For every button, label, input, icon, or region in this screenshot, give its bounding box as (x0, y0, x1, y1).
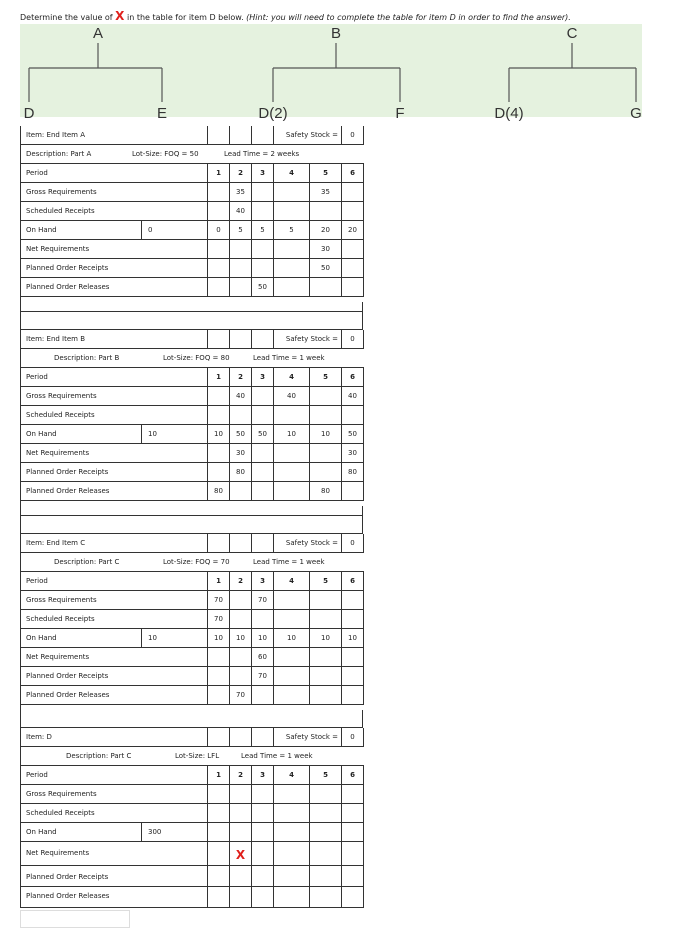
answer-x-mark: X (229, 842, 251, 865)
lot-size-label: Lot-Size: FOQ = 70 (163, 558, 230, 566)
table-cell (251, 686, 273, 704)
table-cell: 80 (309, 482, 341, 500)
table-cell (229, 278, 251, 296)
safety-stock-value: 0 (341, 330, 364, 348)
description-label: Description: Part B (54, 354, 120, 362)
table-cell (309, 387, 341, 405)
question-middle: in the table for item D below. (124, 13, 247, 22)
table-cell (273, 610, 309, 628)
table-cell: 10 (229, 629, 251, 647)
table-cell: 2 (229, 572, 251, 590)
table-row (21, 406, 364, 425)
table-cell (207, 534, 229, 552)
table-row (21, 887, 364, 908)
table-cell: 35 (229, 183, 251, 201)
table-cell (309, 648, 341, 666)
table-cell (341, 259, 364, 277)
table-cell (341, 823, 364, 841)
table-cell (273, 866, 309, 886)
table-cell (251, 202, 273, 220)
table-cell (251, 387, 273, 405)
table-row (21, 387, 364, 406)
row-label-gross: Gross Requirements (26, 392, 97, 400)
table-row (21, 164, 364, 183)
table-cell: 50 (251, 278, 273, 296)
table-cell (309, 610, 341, 628)
table-cell: 5 (309, 766, 341, 784)
row-label-onhand: On Hand (26, 430, 57, 438)
row-label-gross: Gross Requirements (26, 188, 97, 196)
table-row (21, 728, 364, 747)
table-row (21, 629, 364, 648)
table-cell (251, 482, 273, 500)
table-row (21, 126, 364, 145)
table-cell: 10 (273, 629, 309, 647)
table-cell: 40 (273, 387, 309, 405)
table-row (21, 804, 364, 823)
table-cell (207, 240, 229, 258)
safety-stock-cell (273, 330, 341, 348)
table-row (21, 591, 364, 610)
table-cell (207, 330, 229, 348)
table-cell: 6 (341, 164, 364, 182)
row-label-sched: Scheduled Receipts (26, 809, 95, 817)
table-cell (273, 785, 309, 803)
lot-size-label: Lot-Size: LFL (175, 752, 220, 760)
table-cell: 5 (309, 572, 341, 590)
row-label-period: Period (26, 771, 48, 779)
safety-stock-cell (273, 126, 341, 144)
table-cell: 10 (309, 629, 341, 647)
row-label-onhand: On Hand (26, 828, 57, 836)
table-cell: 80 (229, 463, 251, 481)
table-cell: 35 (309, 183, 341, 201)
table-cell (251, 866, 273, 886)
table-row (21, 648, 364, 667)
tree-node-e: E (156, 105, 168, 122)
row-label-net: Net Requirements (26, 653, 90, 661)
table-cell (273, 406, 309, 424)
tree-node-a: A (92, 25, 104, 42)
table-row (21, 221, 364, 240)
table-cell (229, 648, 251, 666)
product-structure-tree (0, 0, 689, 125)
table-cell: 50 (251, 425, 273, 443)
table-cell (251, 804, 273, 822)
table-cell (229, 240, 251, 258)
table-cell (229, 728, 251, 746)
table-cell (251, 444, 273, 462)
table-cell (341, 591, 364, 609)
table-cell (309, 406, 341, 424)
lead-time-label: Lead Time = 1 week (241, 752, 313, 760)
table-row (21, 866, 364, 887)
table-cell (309, 202, 341, 220)
table-cell: 4 (273, 164, 309, 182)
table-spacer (20, 506, 363, 534)
table-cell (229, 823, 251, 841)
mrp-table-item-b (20, 330, 364, 506)
row-label-porl: Planned Order Releases (26, 892, 110, 900)
safety-stock-value: 0 (341, 728, 364, 746)
table-cell (229, 887, 251, 907)
table-cell (251, 463, 273, 481)
table-cell: 30 (229, 444, 251, 462)
table-cell (207, 842, 229, 865)
table-row (21, 278, 364, 297)
table-cell (207, 866, 229, 886)
item-label: Item: End Item C (26, 539, 86, 547)
table-row (21, 183, 364, 202)
table-cell (341, 804, 364, 822)
tree-node-c: C (566, 25, 578, 42)
table-cell: 2 (229, 368, 251, 386)
table-cell (309, 823, 341, 841)
table-cell (229, 482, 251, 500)
table-cell (229, 330, 251, 348)
table-spacer (20, 710, 363, 728)
table-cell (229, 126, 251, 144)
table-cell: 2 (229, 164, 251, 182)
table-cell: 5 (251, 221, 273, 239)
table-cell (341, 610, 364, 628)
table-cell (341, 648, 364, 666)
question-x-mark: X (115, 9, 125, 23)
table-row (21, 785, 364, 804)
table-cell (207, 387, 229, 405)
table-cell: 1 (207, 368, 229, 386)
table-cell: 20 (309, 221, 341, 239)
table-row (21, 202, 364, 221)
table-row (21, 534, 364, 553)
table-cell: 4 (273, 368, 309, 386)
table-cell: 80 (341, 463, 364, 481)
table-cell: 3 (251, 572, 273, 590)
table-cell (207, 823, 229, 841)
table-cell (341, 785, 364, 803)
row-label-sched: Scheduled Receipts (26, 615, 95, 623)
safety-stock-value: 0 (341, 534, 364, 552)
table-cell (341, 406, 364, 424)
table-cell: 5 (309, 368, 341, 386)
table-cell: 10 (273, 425, 309, 443)
table-cell (341, 667, 364, 685)
table-cell (273, 667, 309, 685)
table-cell (207, 259, 229, 277)
table-cell: 30 (341, 444, 364, 462)
table-cell (251, 330, 273, 348)
table-cell (273, 482, 309, 500)
safety-stock-cell (273, 534, 341, 552)
table-cell (207, 278, 229, 296)
table-cell (207, 648, 229, 666)
table-cell: 10 (341, 629, 364, 647)
safety-stock-cell (273, 728, 341, 746)
table-cell (309, 591, 341, 609)
table-cell (207, 126, 229, 144)
table-cell (273, 887, 309, 907)
table-cell (273, 591, 309, 609)
table-cell (251, 887, 273, 907)
table-cell: 40 (229, 387, 251, 405)
table-row (21, 766, 364, 785)
table-row (21, 747, 364, 766)
table-cell (229, 406, 251, 424)
table-cell (273, 842, 309, 865)
table-cell (251, 534, 273, 552)
table-cell (273, 240, 309, 258)
table-cell (251, 842, 273, 865)
table-cell: 6 (341, 572, 364, 590)
answer-input-box[interactable] (20, 910, 130, 928)
table-cell (251, 259, 273, 277)
row-label-por: Planned Order Receipts (26, 672, 109, 680)
table-cell (229, 591, 251, 609)
table-cell: 70 (207, 610, 229, 628)
mrp-table-item-a (20, 126, 364, 302)
item-label: Item: End Item A (26, 131, 85, 139)
table-cell (341, 842, 364, 865)
row-label-sched: Scheduled Receipts (26, 411, 95, 419)
table-row (21, 667, 364, 686)
table-cell (341, 482, 364, 500)
table-row (21, 553, 364, 572)
item-label: Item: D (26, 733, 52, 741)
table-cell: 4 (273, 766, 309, 784)
table-cell (207, 202, 229, 220)
table-cell (207, 444, 229, 462)
table-cell: 6 (341, 368, 364, 386)
table-cell (229, 534, 251, 552)
table-cell (341, 887, 364, 907)
table-cell: 2 (229, 766, 251, 784)
row-label-period: Period (26, 373, 48, 381)
table-cell: 70 (229, 686, 251, 704)
onhand-initial: 300 (141, 823, 207, 841)
lead-time-label: Lead Time = 1 week (253, 354, 325, 362)
table-cell (229, 667, 251, 685)
row-label-por: Planned Order Receipts (26, 468, 109, 476)
onhand-initial: 10 (141, 425, 207, 443)
table-cell (229, 610, 251, 628)
table-cell (273, 444, 309, 462)
table-cell: 50 (229, 425, 251, 443)
lot-size-label: Lot-Size: FOQ = 80 (163, 354, 230, 362)
row-label-net: Net Requirements (26, 449, 90, 457)
table-cell: 1 (207, 572, 229, 590)
table-cell: 5 (229, 221, 251, 239)
table-cell: 5 (309, 164, 341, 182)
table-cell (309, 866, 341, 886)
table-cell: 30 (309, 240, 341, 258)
table-cell (273, 278, 309, 296)
row-label-onhand: On Hand (26, 226, 57, 234)
row-label-gross: Gross Requirements (26, 596, 97, 604)
table-cell (207, 804, 229, 822)
table-row (21, 330, 364, 349)
question-hint: (Hint: you will need to complete the table for item D in order to find the answer). (246, 13, 571, 22)
row-label-porl: Planned Order Releases (26, 487, 110, 495)
table-cell: 80 (207, 482, 229, 500)
item-label: Item: End Item B (26, 335, 86, 343)
table-cell: 70 (207, 591, 229, 609)
table-cell (207, 183, 229, 201)
table-row (21, 145, 364, 164)
table-cell (309, 444, 341, 462)
table-cell: 1 (207, 766, 229, 784)
lot-size-label: Lot-Size: FOQ = 50 (132, 150, 199, 158)
table-row (21, 686, 364, 705)
table-cell (341, 866, 364, 886)
table-cell (309, 804, 341, 822)
table-cell (309, 278, 341, 296)
table-cell (251, 240, 273, 258)
table-row (21, 842, 364, 866)
table-cell (207, 785, 229, 803)
table-cell: 50 (341, 425, 364, 443)
table-row (21, 823, 364, 842)
row-label-period: Period (26, 577, 48, 585)
row-label-net: Net Requirements (26, 245, 90, 253)
row-label-sched: Scheduled Receipts (26, 207, 95, 215)
table-cell (251, 183, 273, 201)
tree-node-d: D (23, 105, 35, 122)
table-row (21, 349, 364, 368)
question-prefix: Determine the value of (20, 13, 116, 22)
table-cell (273, 804, 309, 822)
table-cell: 3 (251, 164, 273, 182)
description-label: Description: Part C (66, 752, 132, 760)
row-label-onhand: On Hand (26, 634, 57, 642)
table-cell: 10 (251, 629, 273, 647)
table-cell (341, 686, 364, 704)
table-cell: 5 (273, 221, 309, 239)
table-cell (251, 785, 273, 803)
table-cell: 40 (229, 202, 251, 220)
table-cell: 40 (341, 387, 364, 405)
mrp-table-item-d (20, 728, 364, 908)
table-cell (229, 785, 251, 803)
row-label-por: Planned Order Receipts (26, 873, 109, 881)
table-cell (207, 686, 229, 704)
table-row (21, 425, 364, 444)
table-cell: 10 (309, 425, 341, 443)
row-label-porl: Planned Order Releases (26, 283, 110, 291)
table-cell (309, 463, 341, 481)
row-label-por: Planned Order Receipts (26, 264, 109, 272)
table-cell (273, 686, 309, 704)
table-cell: 10 (207, 425, 229, 443)
table-row (21, 482, 364, 501)
description-label: Description: Part C (54, 558, 120, 566)
table-cell: 20 (341, 221, 364, 239)
row-label-gross: Gross Requirements (26, 790, 97, 798)
table-cell (341, 202, 364, 220)
mrp-table-item-c (20, 534, 364, 710)
table-cell (273, 183, 309, 201)
table-cell: 3 (251, 368, 273, 386)
table-cell (207, 887, 229, 907)
table-cell (251, 126, 273, 144)
text-label: Safety Stock = (285, 733, 338, 741)
table-cell (229, 804, 251, 822)
table-cell: 10 (207, 629, 229, 647)
row-label-porl: Planned Order Releases (26, 691, 110, 699)
description-label: Description: Part A (26, 150, 92, 158)
table-cell: 70 (251, 591, 273, 609)
table-cell (251, 406, 273, 424)
table-cell (207, 406, 229, 424)
text-label: Safety Stock = (285, 539, 338, 547)
lead-time-label: Lead Time = 1 week (253, 558, 325, 566)
tree-node-f: F (395, 105, 405, 122)
table-row (21, 572, 364, 591)
table-cell (251, 823, 273, 841)
row-label-net: Net Requirements (26, 849, 90, 857)
table-cell (309, 686, 341, 704)
table-cell: 4 (273, 572, 309, 590)
table-cell (309, 785, 341, 803)
safety-stock-value: 0 (341, 126, 364, 144)
tree-node-d4: D(4) (494, 105, 524, 122)
table-cell (273, 202, 309, 220)
row-label-period: Period (26, 169, 48, 177)
table-cell (273, 823, 309, 841)
table-cell (341, 183, 364, 201)
table-spacer (20, 302, 363, 330)
table-cell (251, 728, 273, 746)
table-cell (207, 667, 229, 685)
tree-node-b: B (330, 25, 342, 42)
table-cell (341, 278, 364, 296)
table-cell: 6 (341, 766, 364, 784)
table-cell (309, 887, 341, 907)
table-cell (229, 259, 251, 277)
table-row (21, 259, 364, 278)
tree-node-d2: D(2) (258, 105, 288, 122)
table-cell: 70 (251, 667, 273, 685)
table-cell: 0 (207, 221, 229, 239)
table-cell (273, 648, 309, 666)
table-cell: 50 (309, 259, 341, 277)
lead-time-label: Lead Time = 2 weeks (224, 150, 300, 158)
table-row (21, 444, 364, 463)
table-cell (273, 259, 309, 277)
table-row (21, 240, 364, 259)
table-row (21, 463, 364, 482)
table-cell (309, 667, 341, 685)
tree-node-g: G (630, 105, 642, 122)
table-cell (207, 463, 229, 481)
table-cell: 3 (251, 766, 273, 784)
text-label: Safety Stock = (285, 335, 338, 343)
onhand-initial: 10 (141, 629, 207, 647)
table-cell (273, 463, 309, 481)
table-cell (207, 728, 229, 746)
table-row (21, 610, 364, 629)
table-cell: 60 (251, 648, 273, 666)
onhand-initial: 0 (141, 221, 207, 239)
table-cell (341, 240, 364, 258)
table-row (21, 368, 364, 387)
table-cell (251, 610, 273, 628)
table-cell (309, 842, 341, 865)
table-cell (229, 866, 251, 886)
text-label: Safety Stock = (285, 131, 338, 139)
table-cell: 1 (207, 164, 229, 182)
